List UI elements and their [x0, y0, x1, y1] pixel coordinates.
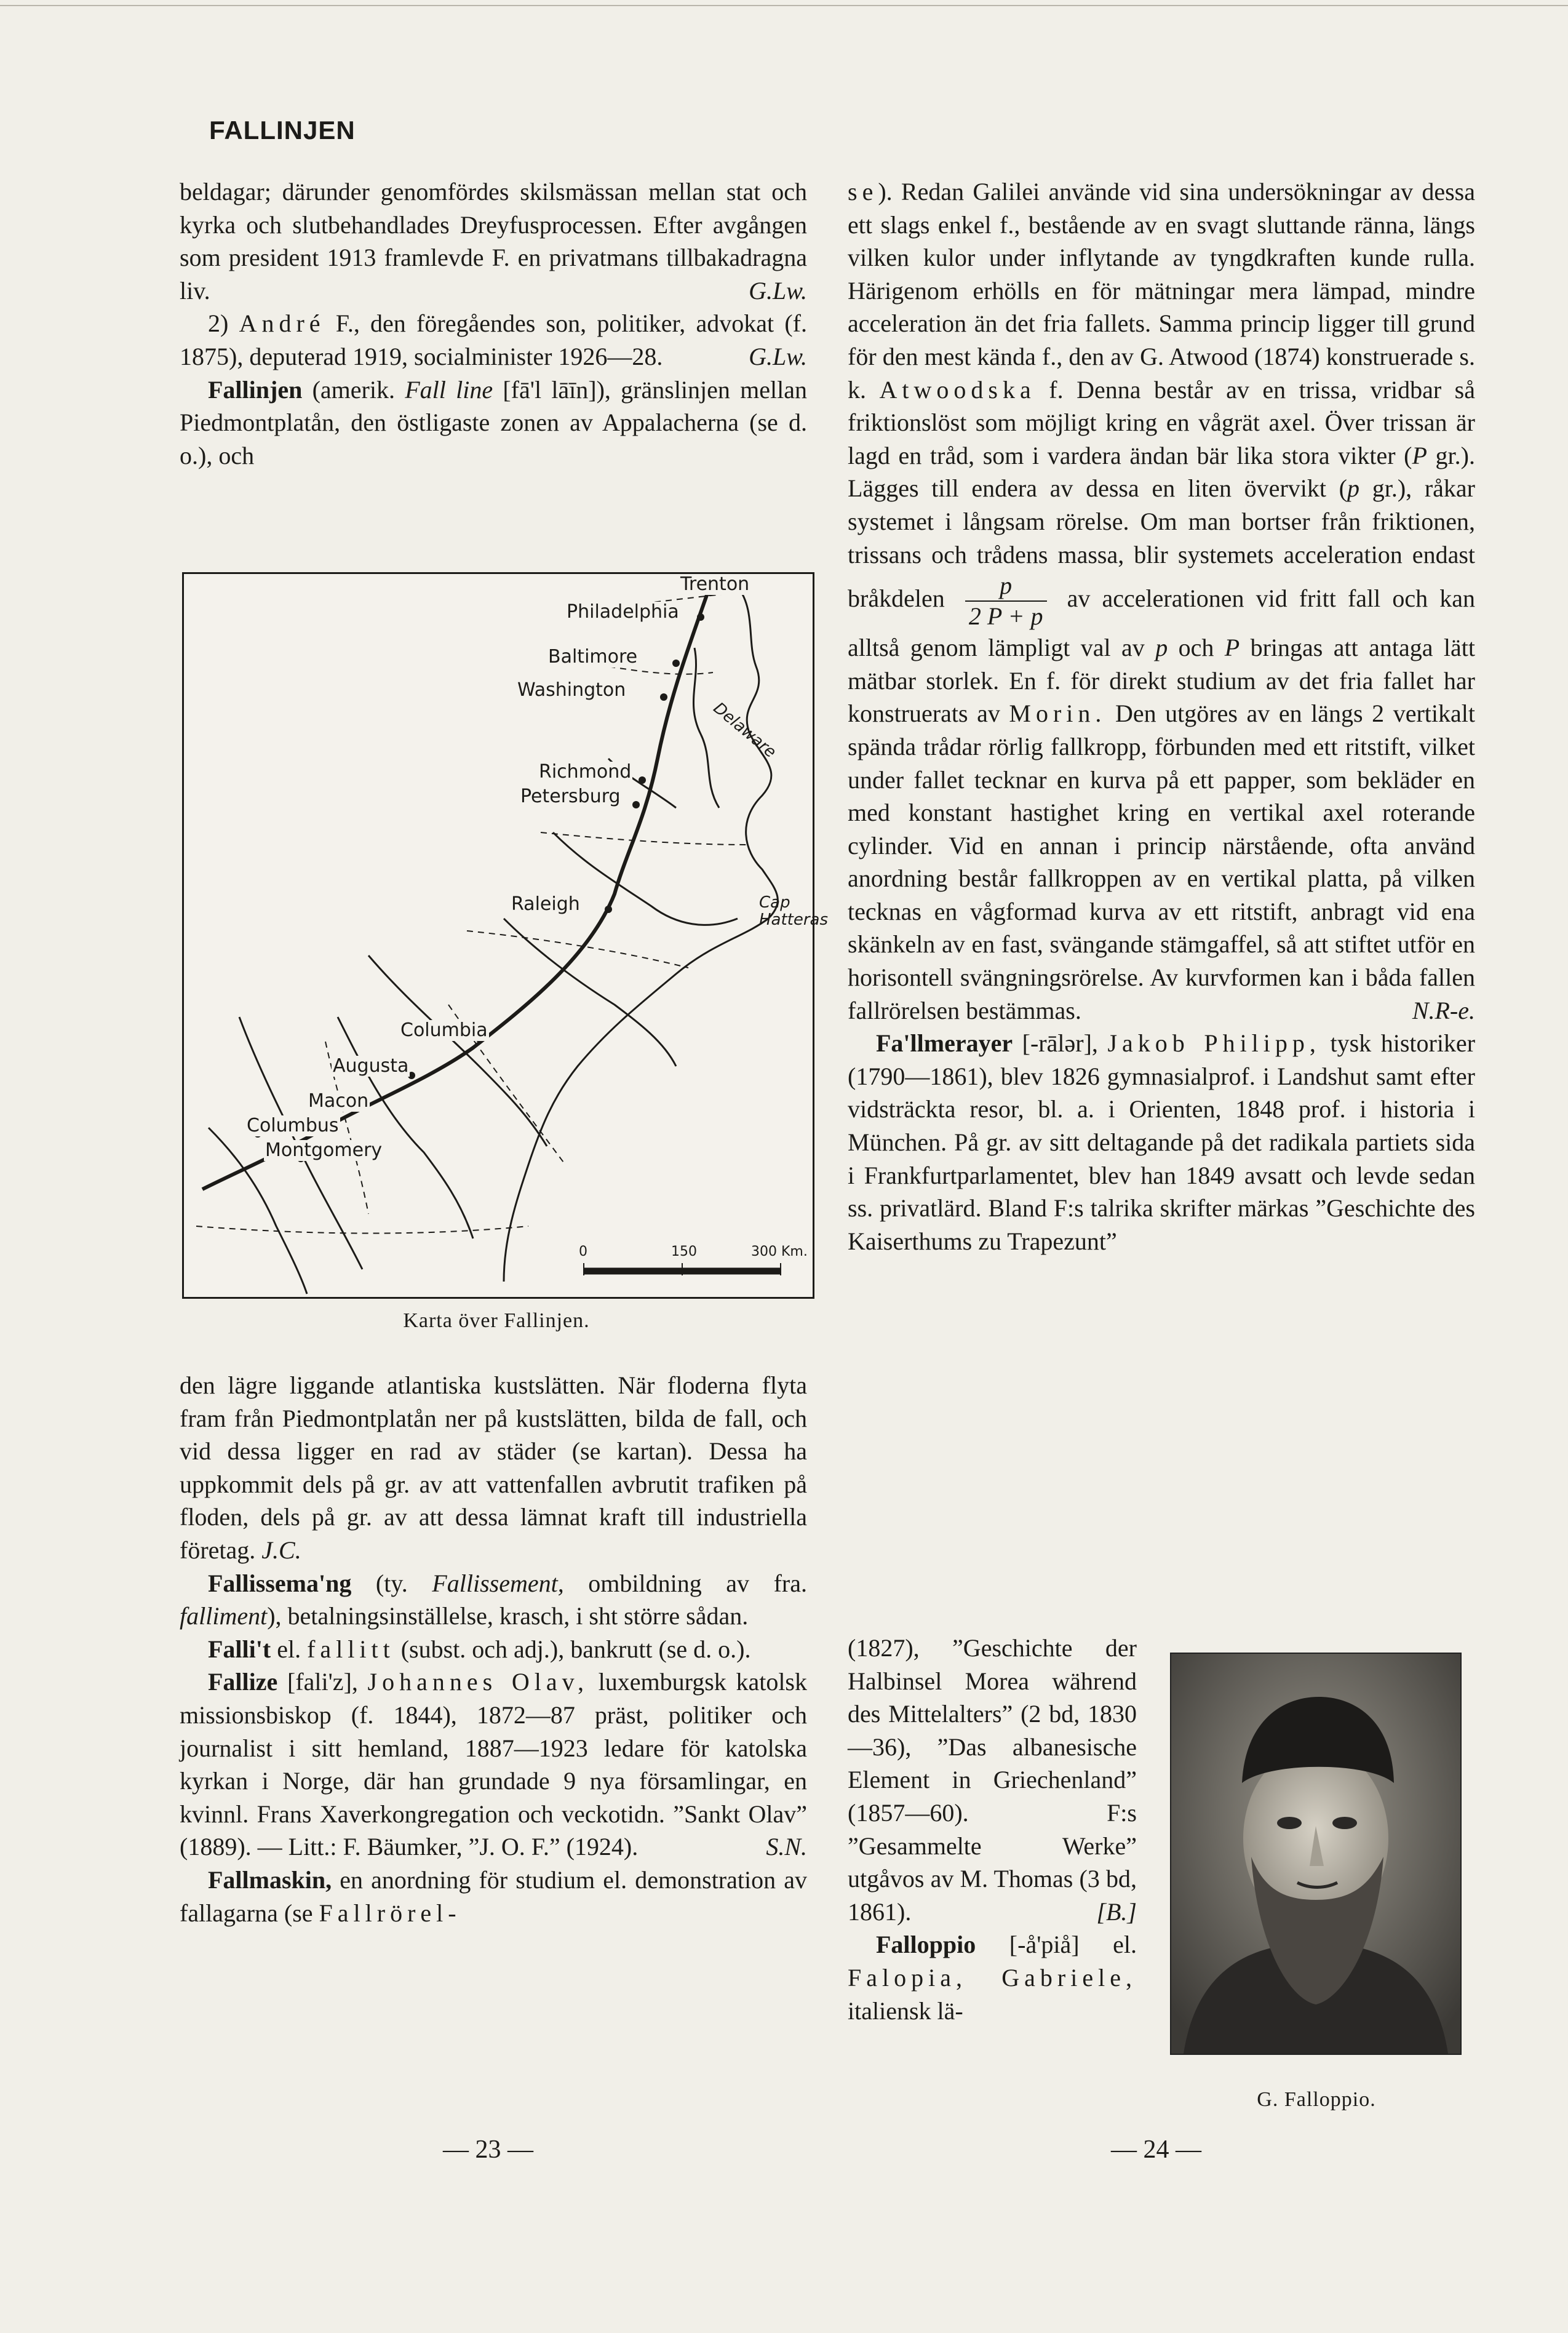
entry-text: italiensk lä-	[848, 1996, 963, 2025]
person-name: Johannes Olav,	[367, 1668, 589, 1696]
entry-term: Fallmaskin,	[208, 1865, 332, 1894]
right-column-top	[848, 175, 1475, 1258]
paragraph-text: ). Redan Galilei använde vid sina undersökningar av dessa ett slags enkel f., bestående av en svagt sluttande ränna, längs vilken kulor under inflytande av tyngdkraften kunde rulla. Härigenom erhölls en för mätningar mera lämpad, mindre acceleration än det fria fallets. Samma princip ligger till grund för den mest kända f., den av G. Atwood (1874) konstruerade s. k.	[848, 178, 1475, 404]
author-signature: N.R-e.	[1412, 996, 1475, 1024]
author-signature: S.N.	[766, 1833, 807, 1861]
entry-text: en anordning för studium el. demonstration av fallagarna (se	[180, 1865, 807, 1927]
paragraph-text: den lägre liggande atlantiska kustslätten. När floderna flyta fram från Piedmontplatån ner på kustslätten, bilda de fall, och vid dessa ligger en rad av städer (se kartan). Dessa ha uppkommit dels på gr. av att vattenfallen avbrutit trafiken på floden, dels på gr. av att dessa lämnat kraft till industriella företag.	[180, 1371, 807, 1564]
city-dot	[632, 801, 640, 808]
map-label-trenton: Trenton	[680, 573, 750, 595]
scale-label-150: 150	[670, 1242, 698, 1262]
entry-spaced: Atwoodska	[879, 375, 1036, 404]
city-dot	[660, 693, 667, 701]
entry-term: Falli't	[208, 1635, 271, 1663]
math-variable: p	[1347, 474, 1360, 503]
page-header: FALLINJEN	[209, 116, 356, 145]
paragraph-andre-fallieres	[180, 307, 807, 373]
person-name: Falopia, Gabriele,	[848, 1963, 1137, 1992]
city-dot	[672, 660, 680, 667]
entry-text: (subst. och adj.), bankrutt (se d. o.).	[394, 1635, 751, 1663]
entry-term: Fa'llmerayer	[876, 1029, 1013, 1058]
entry-italic: falliment	[180, 1602, 268, 1630]
entry-term: Fallinjen	[208, 375, 303, 404]
entry-spaced: Fallrörel-	[319, 1899, 461, 1927]
entry-text: [fali'z],	[277, 1668, 368, 1696]
entry-term: Fallize	[208, 1668, 278, 1696]
author-signature: G.Lw.	[749, 342, 807, 370]
map-label-macon: Macon	[308, 1090, 369, 1112]
portrait-caption: G. Falloppio.	[1257, 2088, 1376, 2111]
page-number-left: — 23 —	[443, 2136, 533, 2164]
math-variable: P	[1224, 634, 1240, 662]
portrait-falloppio	[1170, 1653, 1462, 2055]
state-border	[541, 832, 750, 845]
entry-fallissemang	[180, 1567, 807, 1633]
map-label-montgomery: Montgomery	[265, 1139, 383, 1161]
paragraph-fallinjen-continued	[180, 1369, 807, 1567]
map-drawing	[184, 574, 829, 1297]
state-border	[196, 1226, 528, 1234]
entry-text: (ty.	[351, 1569, 432, 1597]
map-label-richmond: Richmond	[539, 761, 632, 783]
entry-fallmaskin	[180, 1864, 807, 1929]
fall-line	[202, 586, 710, 1189]
entry-term: Falloppio	[876, 1931, 976, 1959]
entry-text: [-å'piå] el.	[976, 1931, 1137, 1959]
entry-fallinjen	[180, 373, 807, 473]
city-dot	[605, 906, 612, 913]
right-column-narrow	[848, 1632, 1137, 2027]
entry-text: [-rālər],	[1013, 1029, 1108, 1058]
map-label-columbus: Columbus	[247, 1115, 339, 1136]
entry-text: (amerik.	[302, 375, 405, 404]
fraction-denominator: 2 P + p	[968, 602, 1043, 631]
math-variable: P	[1412, 441, 1427, 469]
author-signature: G.Lw.	[749, 276, 807, 305]
entry-text: [fā'l lāīn]), gränslinjen mellan Piedmontplatån, den östligaste zonen av Appalacherna (se d. o.), och	[180, 375, 808, 469]
entry-fallmerayer	[848, 1027, 1475, 1258]
paragraph-text: av accelerationen vid fritt fall och kan alltså genom lämpligt val av	[848, 584, 1475, 662]
entry-fallize	[180, 1665, 807, 1864]
city-dot	[697, 613, 704, 621]
map-label-augusta: Augusta	[333, 1055, 409, 1077]
left-column-top	[180, 175, 807, 472]
page-number-right: — 24 —	[1111, 2136, 1201, 2164]
map-label-raleigh: Raleigh	[511, 893, 580, 915]
map-label-delaware: Delaware	[709, 698, 780, 762]
entry-text: ), betalningsinställelse, krasch, i sht större sådan.	[267, 1602, 749, 1630]
city-dot	[639, 776, 646, 784]
entry-term: Fallissema'ng	[208, 1569, 352, 1597]
person-name: André	[239, 309, 325, 338]
paragraph-text: gr.), råkar systemet i långsam rörelse. Om man bortser från friktionen, trissans och trådens massa, blir systemets acceleration endast bråkdelen	[848, 474, 1475, 613]
paragraph-fallmaskin-continued	[848, 175, 1475, 1027]
scale-label-300: 300 Km.	[750, 1242, 809, 1262]
paragraph-text: bringas att antaga lätt mätbar storlek. En f. för direkt studium av det fria fallet har konstruerats av	[848, 634, 1475, 728]
map-label-columbia: Columbia	[400, 1019, 488, 1041]
entry-text: luxemburgsk katolsk missionsbiskop (f. 1844), 1872—87 präst, politiker och journalist i sitt hemland, 1887—1923 ledare för katolska kyrkan i Norge, där han grundade 9 nya församlingar, en kvinnl. Frans Xaverkongregation och veckotidn. ”Sankt Olav” (1889). — Litt.: F. Bäumker, ”J. O. F.” (1924).	[180, 1668, 808, 1861]
chesapeake-bay	[693, 648, 719, 808]
river	[338, 1017, 473, 1238]
entry-number: 2)	[208, 309, 239, 338]
person-name: Jakob Philipp,	[1107, 1029, 1321, 1058]
entry-text: tysk historiker (1790—1861), blev 1826 gymnasialprof. i Landshut samt efter vidsträckta resor, bl. a. i Orienten, 1848 prof. i historia i München. På gr. av sitt deltagande på det radikala partiets sida i Frankfurtparlamentet, blev han 1849 avsatt och levde sedan ss. privatlärd. Bland F:s talrika skrifter märkas ”Geschichte des Kaiserthums zu Trapezunt”	[848, 1029, 1476, 1255]
entry-falloppio	[848, 1928, 1137, 2027]
entry-spaced: fallitt	[307, 1635, 395, 1663]
paragraph-text: f. Denna består av en trissa, vridbar så friktionslöst som möjligt kring en vågrät axel. Över trissan är lagd en tråd, som i vardera ändan bär lika stora vikter (	[848, 375, 1475, 469]
paragraph-text: beldagar; därunder genomfördes skilsmässan mellan stat och kyrka och slutbehandlades Dreyfusprocessen. Efter avgången som president 1913 framlevde F. en privatmans tillbakadragna liv.	[180, 178, 807, 305]
top-edge-rule	[0, 5, 1568, 6]
author-signature: [B.]	[1096, 1897, 1137, 1926]
map-caption: Karta över Fallinjen.	[403, 1309, 590, 1332]
paragraph-fallmerayer-continued	[848, 1632, 1137, 1928]
paragraph-fallieres-continued	[180, 175, 807, 307]
map-label-petersburg: Petersburg	[520, 786, 621, 807]
paragraph-text: (1827), ”Geschichte der Halbinsel Morea während des Mittelalters” (2 bd, 1830—36), ”Das albanesische Element in Griechenland” (1857—60). F:s ”Gesammelte Werke” utgåvos av M. Thomas (3 bd, 1861).	[848, 1634, 1137, 1926]
paragraph-text: Den utgöres av en längs 2 vertikalt spända trådar rörlig fallkropp, förbunden med ett ritstift, vilket under fallet tecknar en kurva på ett papper, som bekläder en med konstant hastighet kring en vertikal axel roterande cylinder. Vid en annan i princip närstående, ofta använd anordning består fallkroppen av en vertikal platta, på vilken tecknas en vågformad kurva av ett ritstift, anbragt vid ena skänkeln av en fast, svängande stämgaffel, så att stiftet utför en horisontell svängningsrörelse. Av kurvformen kan i båda fallen fallrörelsen bestämmas.	[848, 700, 1475, 1024]
fraction-numerator: p	[965, 571, 1047, 602]
entry-italic: Fallissement,	[432, 1569, 564, 1597]
math-variable: p	[1155, 634, 1168, 662]
entry-text: ombildning av fra.	[563, 1569, 807, 1597]
paragraph-text: och	[1168, 634, 1225, 662]
author-signature: J.C.	[261, 1536, 301, 1564]
acceleration-fraction	[965, 571, 1047, 631]
scale-label-0: 0	[578, 1242, 589, 1262]
fall-line-map	[182, 572, 829, 1299]
state-border	[467, 931, 688, 968]
map-label-philadelphia: Philadelphia	[567, 601, 679, 623]
map-label-washington: Washington	[517, 679, 626, 701]
paragraph-text: F., den föregåendes son, politiker, advokat (f. 1875), deputerad 1919, socialminister 1926—28.	[180, 309, 807, 370]
left-column-bottom	[180, 1369, 807, 1929]
portrait-image	[1171, 1654, 1460, 2054]
entry-fallit	[180, 1633, 807, 1666]
map-label-cape-hatteras: Cap Hatteras	[759, 893, 829, 929]
entry-spaced: se	[848, 178, 878, 205]
entry-italic: Fall line	[405, 375, 493, 404]
entry-text: el.	[271, 1635, 308, 1663]
map-label-baltimore: Baltimore	[548, 646, 638, 668]
paragraph-text: gr.). Lägges till endera av dessa en liten övervikt (	[848, 441, 1475, 503]
person-name: Morin.	[1009, 700, 1107, 728]
